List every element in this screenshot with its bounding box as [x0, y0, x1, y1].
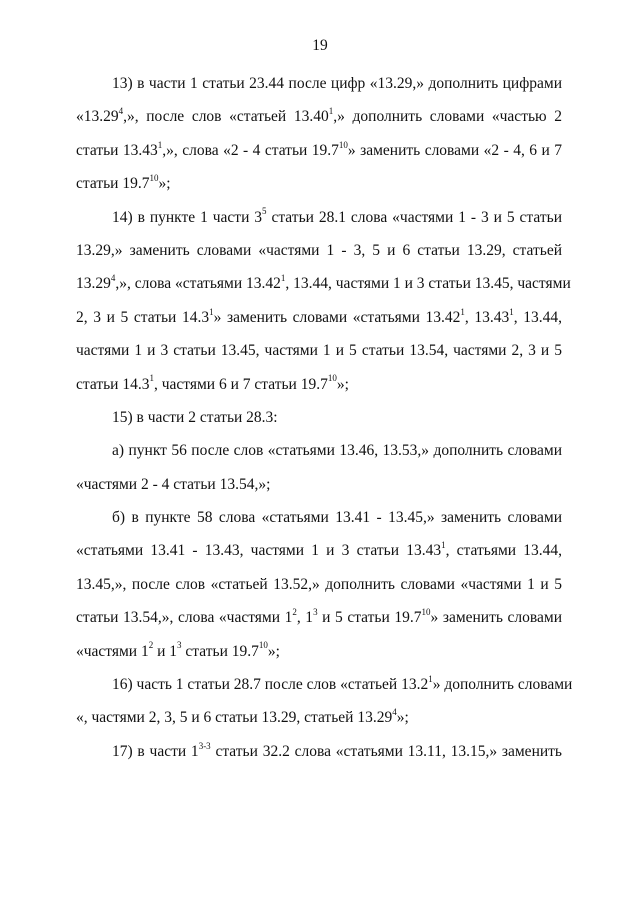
text-line: [76, 541, 562, 574]
text-run: » заменить словами «статьями 13.42: [213, 308, 461, 326]
text-run: 14) в пункте 1 части 3: [112, 208, 263, 226]
superscript: 2: [292, 607, 297, 618]
superscript: 1: [157, 139, 163, 150]
text-run: »;: [267, 642, 280, 660]
text-run: , частями 6 и 7 статьи 19.7: [153, 375, 328, 393]
text-run: 13.29: [76, 275, 111, 293]
document-body: [76, 74, 573, 775]
superscript: 10: [258, 640, 268, 651]
text-run: статьи 32.2 слова «статьями 13.11, 13.15,» заменить: [210, 742, 562, 760]
text-run: ,» дополнить словами «частью 2: [333, 108, 562, 126]
superscript: 1: [509, 306, 514, 317]
text-run: ,», слова «статьями 13.42: [115, 275, 281, 293]
text-run: б) в пункте 58 слова «статьями 13.41 - 13.45,» заменить словами: [112, 509, 562, 527]
text-run: , 13.43: [464, 308, 510, 326]
text-line: [76, 375, 562, 408]
text-run: статьи 14.3: [76, 375, 150, 393]
superscript: 10: [149, 173, 159, 184]
superscript: 3: [313, 607, 318, 618]
superscript: 5: [262, 206, 267, 217]
superscript: 4: [118, 106, 124, 117]
text-line: [76, 208, 562, 241]
text-run: »;: [158, 175, 171, 193]
text-line: [76, 673, 573, 708]
text-run: »;: [396, 709, 409, 727]
text-line: [76, 642, 562, 675]
superscript: 1: [428, 673, 433, 684]
text-line: [76, 241, 562, 274]
text-run: статьи 28.1 слова «частями 1 - 3 и 5 статьи: [266, 208, 562, 226]
text-line: [76, 441, 562, 474]
text-line: [76, 508, 562, 541]
text-run: » заменить словами: [430, 609, 562, 627]
text-line: [76, 742, 562, 775]
text-run: 13.29,» заменить словами «частями 1 - 3, 5 и 6 статьи 13.29, статьей: [76, 241, 562, 259]
text-run: 2, 3 и 5 статьи 14.3: [76, 308, 210, 326]
superscript: 4: [392, 707, 397, 718]
text-run: статьи 13.43: [76, 141, 158, 159]
superscript: 3: [177, 640, 182, 651]
text-line: [76, 308, 562, 341]
text-run: «частями 1: [76, 642, 149, 660]
text-run: и 5 статьи 19.7: [317, 609, 422, 627]
text-line: [76, 273, 571, 307]
text-run: 13) в части 1 статьи 23.44 после цифр «13.29,» дополнить цифрами: [112, 75, 562, 92]
superscript: 1: [460, 306, 465, 317]
text-run: а) пункт 56 после слов «статьями 13.46, 13.53,» дополнить словами: [112, 442, 562, 460]
text-run: , 13.44, частями 1 и 3 статьи 13.45, частями: [285, 275, 571, 293]
superscript: 3-3: [198, 740, 211, 751]
text-line: [76, 708, 562, 741]
superscript: 1: [209, 306, 214, 317]
text-line: [76, 141, 562, 174]
text-line: [76, 608, 562, 641]
text-run: ,», после слов «статьей 13.40: [123, 108, 329, 126]
text-run: статьи 19.7: [76, 175, 150, 193]
superscript: 1: [280, 273, 286, 284]
superscript: 2: [148, 640, 154, 651]
superscript: 1: [149, 373, 154, 384]
text-line: [76, 575, 562, 608]
text-line: [76, 107, 562, 140]
text-run: частями 1 и 3 статьи 13.45, частями 1 и 5 статьи 13.54, частями 2, 3 и 5: [76, 342, 562, 360]
text-run: статьи 19.7: [181, 642, 259, 660]
text-run: , статьями 13.44,: [445, 542, 562, 560]
text-line: [76, 74, 562, 107]
text-run: «статьями 13.41 - 13.43, частями 1 и 3 статьи 13.43: [76, 542, 442, 560]
text-run: 17) в части 1: [112, 742, 199, 760]
text-run: »;: [336, 375, 349, 393]
superscript: 1: [328, 106, 334, 117]
text-run: » дополнить словами: [432, 676, 573, 694]
text-line: [76, 408, 562, 441]
page-number: 19: [312, 37, 328, 54]
text-run: 15) в части 2 статьи 28.3:: [112, 408, 278, 426]
text-run: «частями 2 - 4 статьи 13.54,»;: [76, 475, 271, 493]
text-run: «, частями 2, 3, 5 и 6 статьи 13.29, статьей 13.29: [76, 709, 393, 727]
text-line: [76, 341, 562, 374]
text-run: 13.45,», после слов «статьей 13.52,» дополнить словами «частями 1 и 5: [76, 575, 562, 593]
text-line: [76, 174, 562, 207]
superscript: 10: [327, 373, 337, 384]
superscript: 1: [441, 540, 446, 551]
superscript: 4: [110, 273, 116, 284]
text-run: , 1: [296, 609, 314, 627]
text-run: и 1: [153, 642, 178, 660]
text-run: «13.29: [76, 108, 119, 126]
superscript: 10: [421, 607, 431, 618]
text-run: , 13.44,: [513, 308, 563, 326]
superscript: 10: [338, 139, 348, 150]
text-run: » заменить словами «2 - 4, 6 и 7: [347, 141, 562, 159]
text-run: ,», слова «2 - 4 статьи 19.7: [162, 141, 339, 159]
text-run: статьи 13.54,», слова «частями 1: [76, 609, 293, 627]
text-run: 16) часть 1 статьи 28.7 после слов «статьей 13.2: [112, 676, 429, 694]
text-line: [76, 475, 562, 508]
